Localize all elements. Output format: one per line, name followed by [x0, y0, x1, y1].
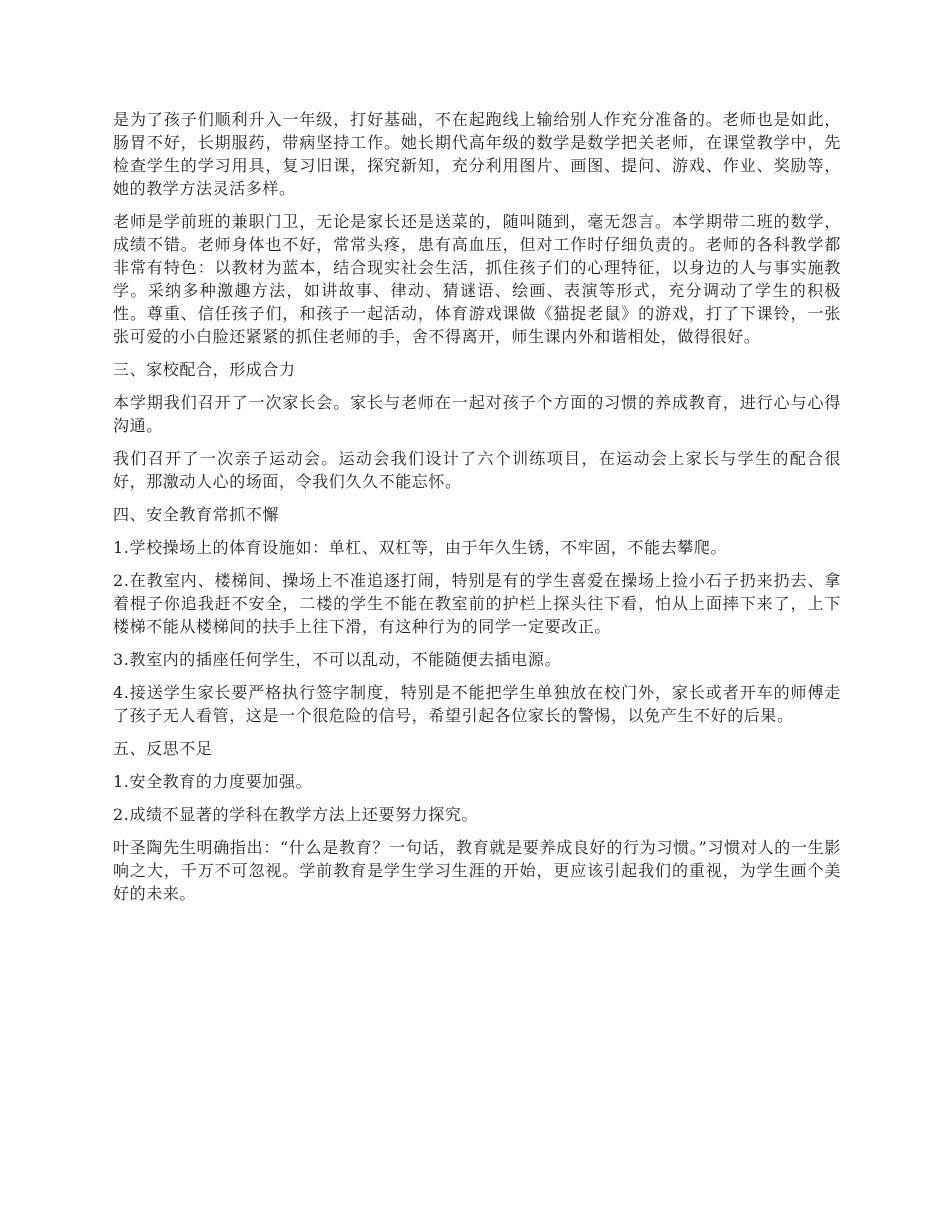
paragraph-teacher-math: 是为了孩子们顺利升入一年级，打好基础，不在起跑线上输给别人作充分准备的。老师也是如此，肠胃不好，长期服药，带病坚持工作。她长期代高年级的数学是数学把关老师，在课堂教学中，先检查学生的学习用具，复习旧课，探究新知，充分利用图片、画图、提问、游戏、作业、奖励等，她的教学方法灵活多样。	[113, 110, 841, 198]
safety-item-4: 4.接送学生家长要严格执行签字制度，特别是不能把学生单独放在校门外，家长或者开车的师傅走了孩子无人看管，这是一个很危险的信号，希望引起各位家长的警惕，以免产生不好的后果。	[113, 683, 841, 725]
paragraph-conclusion: 叶圣陶先生明确指出：“什么是教育？一句话，教育就是要养成良好的行为习惯。”习惯对人的一生影响之大，千万不可忽视。学前教育是学生学习生涯的开始，更应该引起我们的重视，为学生画个美好的未来。	[113, 838, 841, 903]
section-heading-reflection: 五、反思不足	[113, 739, 213, 758]
document-page	[113, 108, 841, 915]
section-heading-home-school: 三、家校配合，形成合力	[113, 360, 296, 379]
safety-item-3: 3.教室内的插座任何学生，不可以乱动，不能随便去插电源。	[113, 650, 562, 669]
reflection-item-1: 1.安全教育的力度要加强。	[113, 772, 313, 791]
safety-item-1: 1.学校操场上的体育设施如：单杠、双杠等，由于年久生锈，不牢固，不能去攀爬。	[113, 538, 728, 557]
reflection-item-2: 2.成绩不显著的学科在教学方法上还要努力探究。	[113, 805, 479, 824]
paragraph-teacher-duties: 老师是学前班的兼职门卫，无论是家长还是送菜的，随叫随到，毫无怨言。本学期带二班的数学，成绩不错。老师身体也不好，常常头疼，患有高血压，但对工作时仔细负责的。老师的各科教学都非常有特色：以教材为蓝本，结合现实社会生活，抓住孩子们的心理特征，以身边的人与事实施教学。采纳多种激趣方法，如讲故事、律动、猜谜语、绘画、表演等形式，充分调动了学生的积极性。尊重、信任孩子们，和孩子一起活动，体育游戏课做《猫捉老鼠》的游戏，打了下课铃，一张张可爱的小白脸还紧紧的抓住老师的手，舍不得离开，师生课内外和谐相处，做得很好。	[113, 212, 841, 346]
section-heading-safety: 四、安全教育常抓不懈	[113, 505, 280, 524]
paragraph-sports-meet: 我们召开了一次亲子运动会。运动会我们设计了六个训练项目，在运动会上家长与学生的配合很好，那激动人心的场面，令我们久久不能忘怀。	[113, 449, 841, 491]
paragraph-parent-meeting: 本学期我们召开了一次家长会。家长与老师在一起对孩子个方面的习惯的养成教育，进行心与心得沟通。	[113, 393, 841, 435]
safety-item-2: 2.在教室内、楼梯间、操场上不准追逐打闹，特别是有的学生喜爱在操场上捡小石子扔来扔去、拿着棍子你追我赶不安全，二楼的学生不能在教室前的护栏上探头往下看，怕从上面摔下来了，上下楼梯不能从楼梯间的扶手上往下滑，有这种行为的同学一定要改正。	[113, 571, 841, 636]
